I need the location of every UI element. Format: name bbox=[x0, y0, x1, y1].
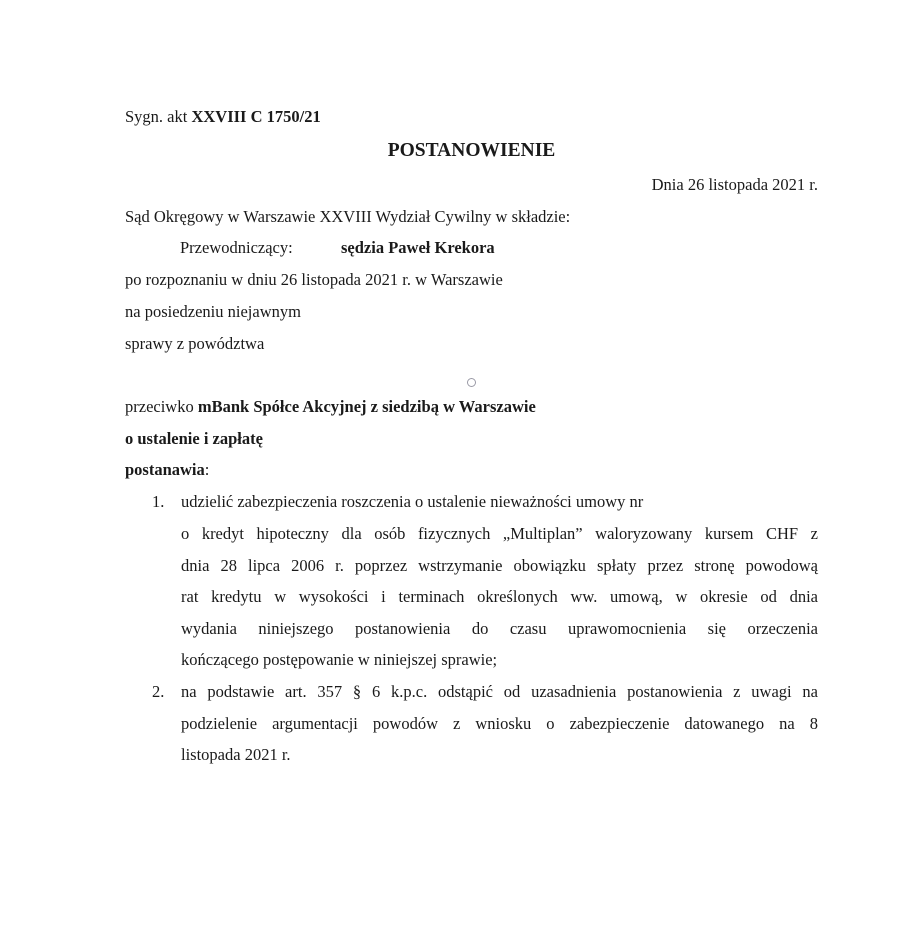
document-title: POSTANOWIENIE bbox=[387, 140, 556, 161]
signature-number: XXVIII C 1750/21 bbox=[191, 107, 321, 126]
decides-colon: : bbox=[204, 460, 210, 479]
session-line: na posiedzeniu niejawnym bbox=[125, 302, 301, 321]
list-item-number: 1. bbox=[152, 492, 165, 511]
presiding-label: Przewodniczący: bbox=[180, 238, 293, 257]
presiding-name: sędzia Paweł Krekora bbox=[341, 238, 495, 257]
decides-word: postanawia bbox=[125, 460, 205, 479]
list-item-line: podzielenie argumentacji powodów z wniosku o zabezpieczenie datowanego na 8 bbox=[181, 714, 818, 733]
date-line: Dnia 26 listopada 2021 r. bbox=[651, 175, 818, 194]
case-signature bbox=[125, 107, 321, 127]
against-prefix: przeciwko bbox=[125, 397, 194, 416]
list-item-line: o kredyt hipoteczny dla osób fizycznych „Multiplan” waloryzowany kursem CHF z bbox=[181, 524, 818, 543]
list-item-line: listopada 2021 r. bbox=[181, 745, 291, 764]
list-item-line: rat kredytu w wysokości i terminach określonych ww. umową, w okresie od dnia bbox=[181, 587, 818, 606]
list-item-number: 2. bbox=[152, 682, 165, 701]
list-item-line: kończącego postępowanie w niniejszej sprawie; bbox=[181, 650, 498, 669]
list-item-line: udzielić zabezpieczenia roszczenia o ustalenie nieważności umowy nr bbox=[181, 492, 644, 511]
list-item-line: dnia 28 lipca 2006 r. poprzez wstrzymanie obowiązku spłaty przez stronę powodową bbox=[181, 556, 818, 575]
defendant-name: mBank Spółce Akcyjnej z siedzibą w Warszawie bbox=[197, 397, 536, 416]
case-line: sprawy z powództwa bbox=[125, 334, 265, 353]
court-line: Sąd Okręgowy w Warszawie XXVIII Wydział Cywilny w składzie: bbox=[125, 207, 571, 226]
presiding-judge-line bbox=[180, 238, 293, 258]
subject-line: o ustalenie i zapłatę bbox=[125, 429, 263, 448]
list-item-line: na podstawie art. 357 § 6 k.p.c. odstąpić od uzasadnienia postanowienia z uwagi na bbox=[181, 682, 818, 701]
signature-prefix: Sygn. akt bbox=[125, 107, 188, 126]
list-item-line: wydania niniejszego postanowienia do czasu uprawomocnienia się orzeczenia bbox=[181, 619, 818, 638]
hearing-line: po rozpoznaniu w dniu 26 listopada 2021 r. w Warszawie bbox=[125, 270, 503, 289]
decides-line bbox=[125, 460, 209, 480]
against-line bbox=[125, 397, 536, 417]
redaction-marker bbox=[467, 378, 476, 387]
